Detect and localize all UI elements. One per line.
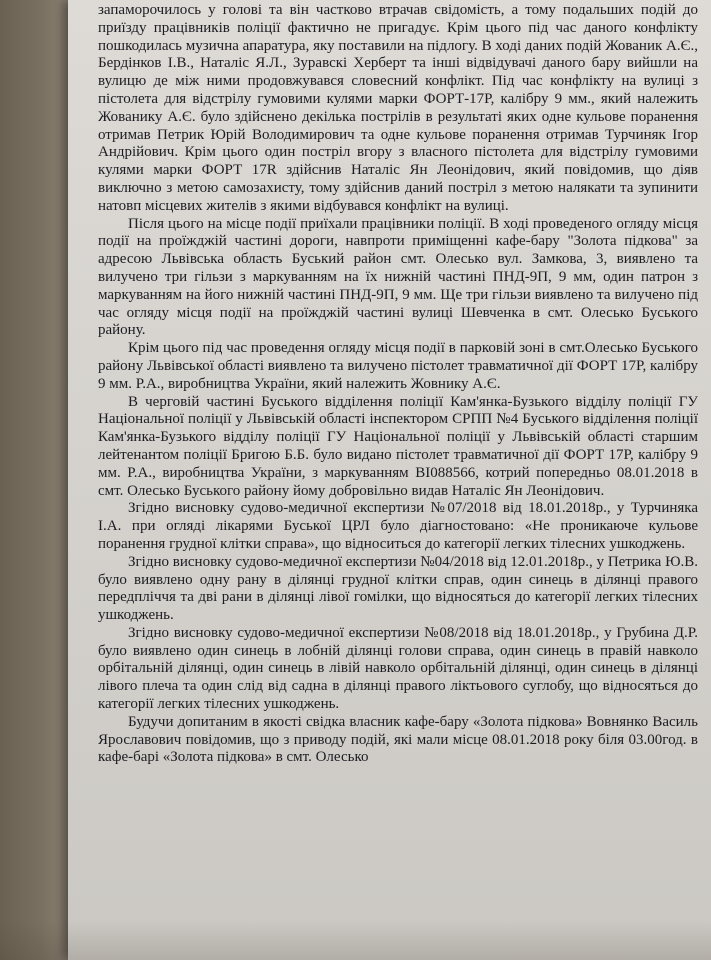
paragraph-4: В черговій частині Буського відділення поліції Кам'янка-Бузького відділу поліції ГУ Національної поліції у Львівській області інспектором СРПП №4 Буського відділення поліції Кам'янка-Бузького відділу поліції ГУ Національної поліції у Львівській області старшим лейтенантом поліції Бригою Б.Б. було видано пістолет травматичної дії ФОРТ 17Р, калібру 9 мм. Р.А., виробництва України, з маркуванням ВІ088566, котрий попередньо 08.01.2018 в смт. Олесько Буського району йому добровільно видав Наталіс Ян Леонідович. [98,393,698,499]
background-surface [0,0,68,960]
document-body [98,2,698,767]
paragraph-8: Будучи допитаним в якості свідка власник кафе-бару «Золота підкова» Вовнянко Василь Ярославович повідомив, що з приводу подій, які мали місце 08.01.2018 року біля 03.00год. в кафе-барі «Золота підкова» в смт. Олесько [98,713,698,766]
paragraph-3: Крім цього під час проведення огляду місця події в парковій зоні в смт.Олесько Буського району Львівської області виявлено та вилучено пістолет травматичної дії ФОРТ 17Р, калібру 9 мм. Р.А., виробництва України, який належить Жовнику А.Є. [98,340,698,392]
paragraph-6: Згідно висновку судово-медичної експертизи №04/2018 від 12.01.2018р., у Петрика Ю.В. було виявлено одну рану в ділянці грудної клітки справ, один синець в ділянці правого передпліччя та дві рани в ділянці лівої гомілки, що відносяться до категорії легких тілесних ушкоджень. [98,553,698,624]
paragraph-2: Після цього на місце події приїхали працівники поліції. В ході проведеного огляду місця події на проїжджій частині дороги, навпроти приміщенні кафе-бару "Золота підкова" за адресою Львівська область Буський район смт. Олесько вул. Замкова, 3, виявлено та вилучено три гільзи з маркуванням на їх нижній частині ПНД-9П, 9 мм, один патрон з маркуванням на його нижній частині ПНД-9П, 9 мм. Ще три гільзи виявлено та вилучено під час огляду місця події на проїжджій частині вулиці Шевченка в смт. Олесько Буського району. [98,215,698,339]
document-page [68,0,711,960]
paragraph-1: запаморочилось у голові та він частково втрачав свідомість, а тому подальших подій до приїзду працівників поліції фактично не пригадує. Крім цього під час даного конфлікту пошкодилась музична апаратура, яку поставили на підлогу. В ході даних подій Жованик А.Є., Бердінков І.В., Наталіс Я.Л., Зуравскі Херберт та інші відвідувачі даного бару вийшли на вулицю де між ними продовжувався словесний конфлікт. Під час конфлікту на вулиці з пістолета для відстрілу гумовими кулями марки ФОРТ-17Р, калібру 9 мм., який належить Жованику А.Є. було здійснено декілька пострілів в результаті яких одне кульове поранення отримав Петрик Юрій Володимирович та одне кульове поранення отримав Турчиняк Ігор Андрійович. Крім цього один постріл вгору з власного пістолета для відстрілу гумовими кулями марки ФОРТ 17R здійснив Наталіс Ян Леонідович, який повідомив, що діяв виключно з метою самозахисту, тому здійснив даний постріл з метою налякати та зупинити натовп місцевих жителів з якими відбувався конфлікт на вулиці. [98,2,698,214]
paragraph-5: Згідно висновку судово-медичної експертизи №07/2018 від 18.01.2018р., у Турчиняка І.А. при огляді лікарями Буської ЦРЛ було діагностовано: «Не проникаюче кульове поранення грудної клітки справа», що відноситься до категорії легких тілесних ушкоджень. [98,500,698,552]
paragraph-7: Згідно висновку судово-медичної експертизи №08/2018 від 18.01.2018р., у Грубина Д.Р. було виявлено один синець в лобній ділянці голови справа, один синець в правій навколо орбітальній ділянці, один синець в лівій навколо орбітальній ділянці, один синець в ділянці лівого плеча та один слід від садна в ділянці правого ліктьового суглобу, що відносяться до категорії легких тілесних ушкоджень. [98,624,698,713]
